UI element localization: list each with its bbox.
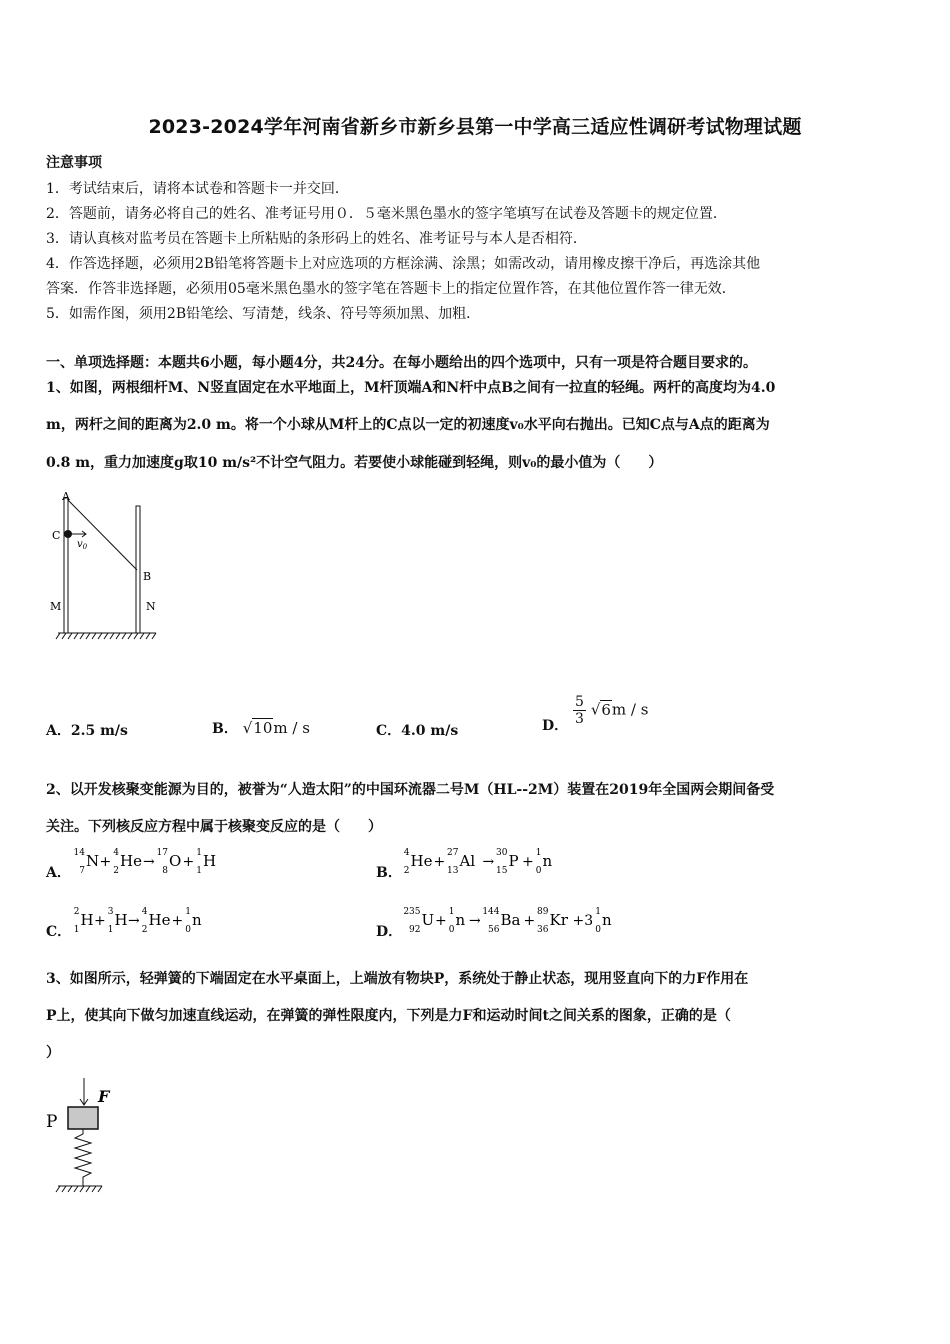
option-text: 4.0 m/s (401, 723, 459, 739)
q1-text-line: 0.8 m，重力加速度g取10 m/s²不计空气阻力。若要使小球能碰到轻绳，则v₀的最小值为（ ） (46, 455, 663, 471)
q2-equation-c (72, 901, 332, 937)
operator: + (182, 854, 195, 870)
q1-option-c (376, 720, 458, 740)
mass-number: 1 (448, 907, 455, 917)
element-symbol: U (421, 911, 435, 929)
mass-number: 89 (537, 907, 549, 917)
charge-number: 0 (535, 866, 542, 876)
rod-m (64, 498, 68, 633)
notice-heading: 注意事项 (46, 155, 102, 171)
notice-item: 2．答题前，请务必将自己的姓名、准考证号用０．５毫米黑色墨水的签字笔填写在试卷及答题卡的规定位置． (46, 206, 727, 222)
charge-number: 92 (409, 925, 421, 935)
q2-option-b-label: B． (376, 865, 402, 881)
operator: + (435, 913, 447, 929)
element-symbol: N (86, 852, 100, 870)
q1-option-b (212, 718, 310, 738)
option-label: D． (542, 717, 569, 734)
mass-number: 235 (403, 907, 421, 917)
label-f: F (98, 1087, 110, 1106)
q1-text-line: m，两杆之间的距离为2.0 m。将一个小球从M杆上的C点以一定的初速度v₀水平向右抛出。已知C点与A点的距离为 (46, 417, 770, 433)
q2-text-line: 2、以开发核聚变能源为目的，被誉为“人造太阳”的中国环流器二号M（HL--2M）装置在2019年全国两会期间备受 (46, 782, 775, 798)
label-n: N (146, 600, 156, 613)
element-symbol: O (169, 852, 182, 870)
element-symbol: n (542, 852, 553, 870)
charge-number: 1 (107, 925, 114, 935)
option-label: A． (46, 723, 71, 739)
charge-number: 36 (537, 925, 549, 935)
mass-number: 4 (113, 848, 119, 858)
notice-item: 4．作答选择题，必须用2B铅笔将答题卡上对应选项的方框涂满、涂黑；如需改动，请用橡皮擦干净后，再选涂其他 (46, 256, 761, 272)
mass-number: 3 (107, 907, 114, 917)
label-p: P (46, 1112, 58, 1132)
operator: +3 (572, 913, 594, 929)
q3-figure (44, 1074, 124, 1202)
element-symbol: Ba (500, 911, 521, 929)
charge-number: 8 (162, 866, 168, 876)
element-symbol: P (508, 852, 519, 870)
q2-option-c-label: C． (46, 924, 72, 940)
operator: + (523, 913, 536, 929)
notice-item: 1．考试结束后，请将本试卷和答题卡一并交回． (46, 181, 349, 197)
table-hatch (56, 1186, 102, 1192)
mass-number: 1 (196, 848, 202, 858)
operator: + (522, 854, 534, 870)
charge-number: 2 (141, 925, 148, 935)
charge-number: 0 (185, 925, 191, 935)
q3-text-line: 3、如图所示，轻弹簧的下端固定在水平桌面上，上端放有物块P，系统处于静止状态，现用竖直向下的力F作用在 (46, 971, 749, 987)
element-symbol: H (203, 852, 217, 870)
q3-text-line: P上，使其向下做匀加速直线运动，在弹簧的弹性限度内，下列是力F和运动时间t之间关系的图象，正确的是（ (46, 1008, 731, 1024)
label-v0: $v_0$ (77, 539, 88, 551)
option-label: B． (212, 721, 238, 737)
label-m: M (50, 600, 62, 613)
operator: + (99, 854, 112, 870)
q2-equation-b (402, 842, 662, 878)
q1-option-d (542, 694, 649, 734)
mass-number: 30 (496, 848, 508, 858)
charge-number: 56 (488, 925, 500, 935)
element-symbol: n (602, 911, 612, 929)
option-text: 2.5 m/s (70, 723, 128, 739)
operator: + (171, 913, 184, 929)
notice-item: 5．如需作图，须用2B铅笔绘、写清楚，线条、符号等须加黑、加粗． (46, 306, 481, 322)
fraction: $\frac{5}{3}$ (575, 694, 584, 727)
mass-number: 2 (73, 907, 80, 917)
q1-text-line: 1、如图，两根细杆M、N竖直固定在水平地面上，M杆顶端A和N杆中点B之间有一拉直的轻绳。两杆的高度均为4.0 (46, 380, 776, 396)
element-symbol: H (114, 911, 128, 929)
q2-equation-a (72, 842, 332, 878)
element-symbol: He (410, 852, 433, 870)
element-symbol: He (120, 852, 142, 870)
q2-equation-d (402, 901, 702, 937)
q2-text-line: 关注。下列核反应方程中属于核聚变反应的是（ ） (46, 819, 382, 835)
option-math: √6m / s (590, 700, 649, 719)
spring (75, 1129, 91, 1186)
element-symbol: Kr (549, 911, 568, 929)
operator: + (433, 854, 446, 870)
section-heading: 一、单项选择题：本题共6小题，每小题4分，共24分。在每小题给出的四个选项中，只有一项是符合题目要求的。 (46, 355, 757, 371)
label-a: A (62, 490, 70, 503)
q3-text-line: ） (46, 1045, 60, 1061)
element-symbol: He (148, 911, 171, 929)
mass-number: 1 (535, 848, 542, 858)
page-title: 2023-2024学年河南省新乡市新乡县第一中学高三适应性调研考试物理试题 (148, 116, 802, 138)
rope (68, 500, 137, 570)
operator: + (94, 913, 106, 929)
mass-number: 14 (73, 848, 85, 858)
charge-number: 2 (403, 866, 410, 876)
mass-number: 4 (141, 907, 148, 917)
option-math: √10m / s (242, 719, 310, 737)
charge-number: 1 (73, 925, 80, 935)
option-label: C． (376, 723, 402, 739)
q2-option-d-label: D． (376, 924, 403, 940)
operator: → (469, 913, 481, 929)
ball (64, 530, 72, 538)
charge-number: 1 (196, 866, 202, 876)
charge-number: 13 (447, 866, 459, 876)
ground-hatch (56, 633, 156, 639)
element-symbol: n (455, 911, 466, 929)
notice-item: 答案．作答非选择题，必须用05毫米黑色墨水的签字笔在答题卡上的指定位置作答，在其他位置作答一律无效． (46, 281, 736, 297)
block-p (68, 1107, 98, 1129)
element-symbol: Al (459, 852, 476, 870)
charge-number: 2 (113, 866, 119, 876)
mass-number: 144 (482, 907, 500, 917)
mass-number: 1 (595, 907, 601, 917)
mass-number: 1 (185, 907, 191, 917)
operator: → (482, 854, 495, 870)
q1-figure (44, 488, 174, 648)
element-symbol: n (192, 911, 202, 929)
charge-number: 15 (496, 866, 508, 876)
notice-item: 3．请认真核对监考员在答题卡上所粘贴的条形码上的姓名、准考证号与本人是否相符． (46, 231, 587, 247)
charge-number: 7 (79, 866, 85, 876)
mass-number: 27 (447, 848, 459, 858)
q2-option-a-label: A． (46, 865, 71, 881)
q1-option-a (46, 720, 128, 740)
operator: → (128, 913, 140, 929)
charge-number: 0 (595, 925, 601, 935)
element-symbol: H (80, 911, 94, 929)
mass-number: 17 (156, 848, 168, 858)
label-c: C (52, 529, 61, 542)
operator: → (143, 854, 155, 870)
label-b: B (143, 570, 152, 583)
charge-number: 0 (448, 925, 455, 935)
mass-number: 4 (403, 848, 410, 858)
